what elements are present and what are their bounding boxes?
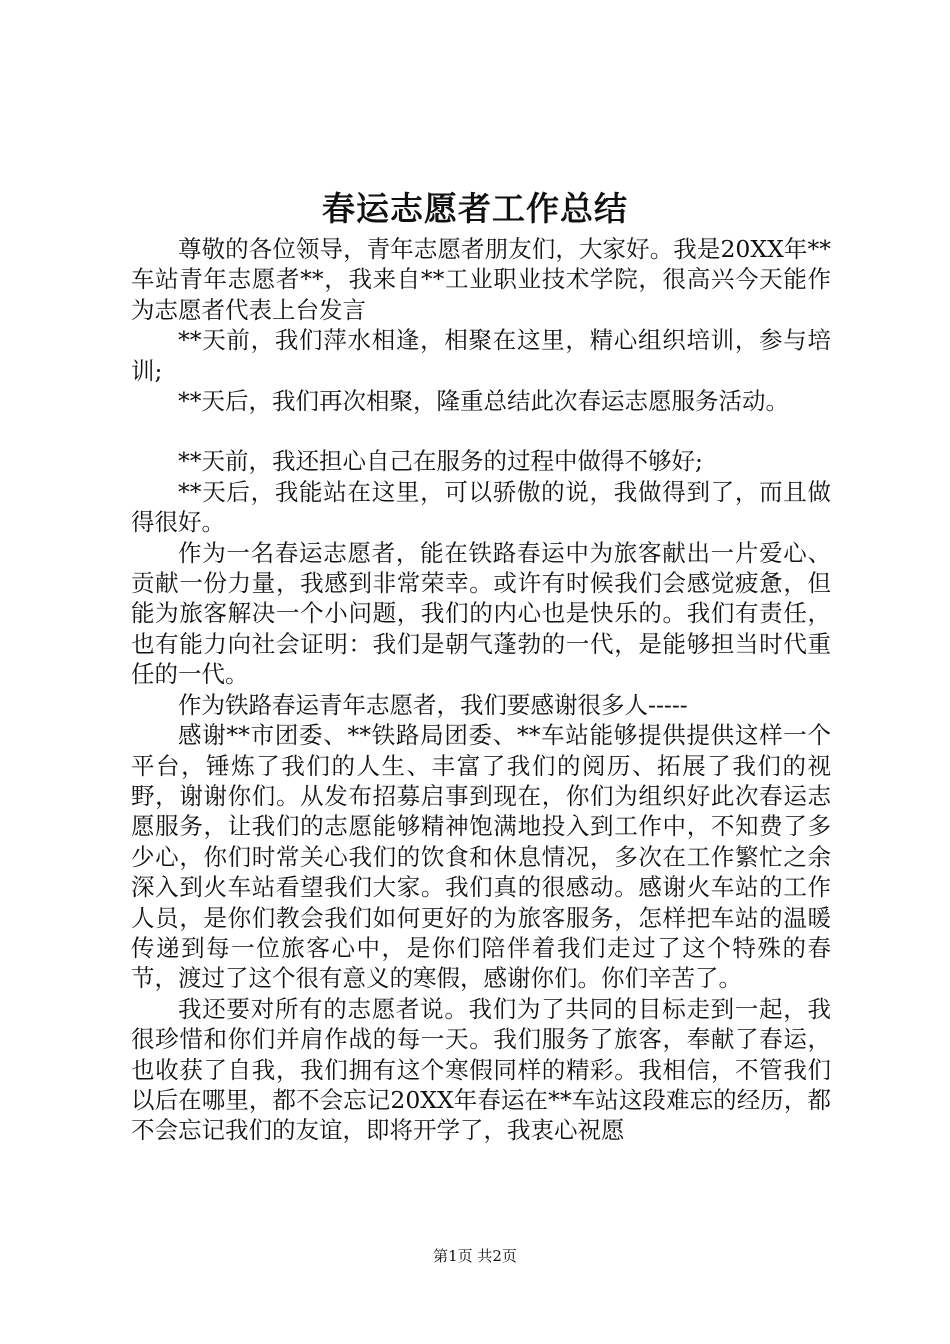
document-title: 春运志愿者工作总结	[322, 189, 628, 228]
document-body	[131, 234, 831, 1146]
paragraph-days-after: **天后，我们再次相聚，隆重总结此次春运志愿服务活动。	[178, 387, 789, 416]
paragraph-thanks-intro: 作为铁路春运青年志愿者，我们要感谢很多人-----	[178, 690, 688, 719]
paragraph-to-volunteers: 我还要对所有的志愿者说。我们为了共同的目标走到一起，我很珍惜和你们并肩作战的每一天。我们服务了旅客，奉献了春运，也收获了自我，我们拥有这个寒假同样的精彩。我相信，不管我们以后在哪里，都不会忘记20XX年春运在**车站这段难忘的经历，都不会忘记我们的友谊，即将开学了，我衷心祝愿	[131, 994, 831, 1145]
paragraph-days-before: **天前，我们萍水相逢，相聚在这里，精心组织培训，参与培训;	[131, 326, 831, 385]
paragraph-worry: **天前，我还担心自己在服务的过程中做得不够好;	[178, 447, 703, 476]
paragraph-greeting: 尊敬的各位领导，青年志愿者朋友们，大家好。我是20XX年**车站青年志愿者**，我来自**工业职业技术学院，很高兴今天能作为志愿者代表上台发言	[131, 235, 831, 324]
page-number-footer: 第1页 共2页	[433, 1247, 517, 1265]
paragraph-thanks-organizers: 感谢**市团委、**铁路局团委、**车站能够提供提供这样一个平台，锤炼了我们的人生、丰富了我们的阅历、拓展了我们的视野，谢谢你们。从发布招募启事到现在，你们为组织好此次春运志愿服务，让我们的志愿能够精神饱满地投入到工作中，不知费了多少心，你们时常关心我们的饮食和休息情况，多次在工作繁忙之余深入到火车站看望我们大家。我们真的很感动。感谢火车站的工作人员，是你们教会我们如何更好的为旅客服务，怎样把车站的温暖传递到每一位旅客心中，是你们陪伴着我们走过了这个特殊的春节，渡过了这个很有意义的寒假，感谢你们。你们辛苦了。	[131, 721, 831, 993]
paragraph-honor: 作为一名春运志愿者，能在铁路春运中为旅客献出一片爱心、贡献一份力量，我感到非常荣幸。或许有时候我们会感觉疲惫，但能为旅客解决一个小问题，我们的内心也是快乐的。我们有责任，也有能力向社会证明：我们是朝气蓬勃的一代，是能够担当时代重任的一代。	[131, 538, 831, 689]
paragraph-proud: **天后，我能站在这里，可以骄傲的说，我做得到了，而且做得很好。	[131, 477, 831, 537]
